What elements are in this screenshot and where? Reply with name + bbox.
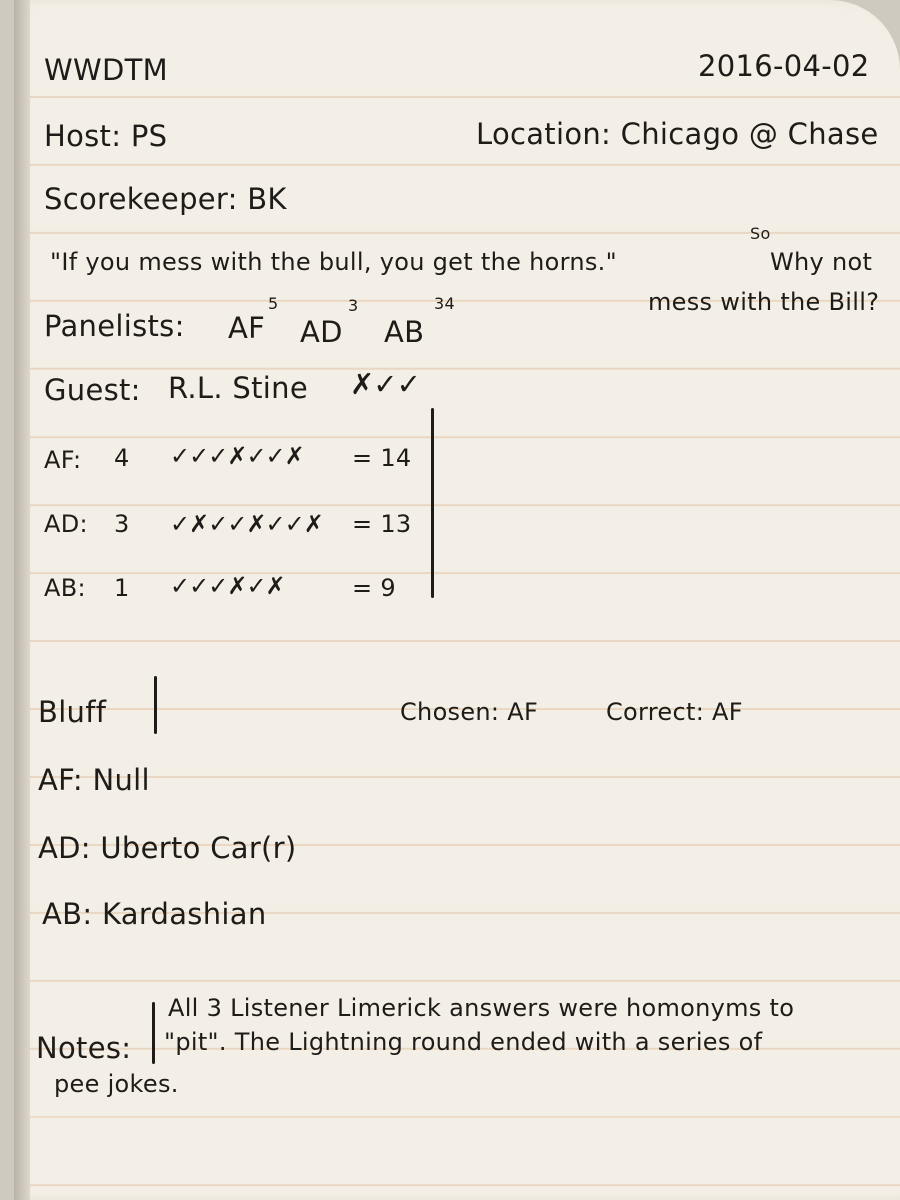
quote-line-2: mess with the Bill?: [648, 288, 880, 316]
episode-date: 2016-04-02: [698, 49, 870, 83]
bluff-entry-label: AB:: [42, 897, 93, 931]
notes-line-3: pee jokes.: [54, 1070, 179, 1098]
guest-marks: ✗✓✓: [350, 367, 420, 401]
scorekeeper-value: BK: [247, 182, 287, 216]
panelists-label: Panelists:: [44, 309, 185, 343]
bluff-entry: [38, 831, 297, 865]
location-label: Location:: [476, 117, 612, 151]
bluff-entry-value: Null: [92, 763, 150, 797]
guest-label: Guest:: [44, 373, 141, 407]
notes-divider-line: [152, 1002, 155, 1064]
quote-insert-mark: So: [750, 224, 771, 243]
score-marks: ✓✗✓✓✗✓✓✗: [170, 510, 323, 538]
bluff-chosen: [400, 700, 538, 724]
score-start: 1: [114, 574, 130, 602]
bluff-entry: [38, 763, 150, 797]
bluff-entry-value: Uberto Car(r): [100, 831, 297, 865]
bluff-correct: [606, 700, 743, 724]
scorekeeper-row: [44, 182, 287, 216]
score-marks: ✓✓✓✗✓✓✗: [170, 442, 304, 470]
bluff-entry-value: Kardashian: [101, 897, 267, 931]
panelist-initials: AD: [300, 315, 343, 349]
bluff-entry-label: AF:: [38, 763, 83, 797]
score-total: = 13: [352, 510, 412, 538]
guest-name: R.L. Stine: [168, 371, 308, 405]
notes-line-1: All 3 Listener Limerick answers were homonyms to: [168, 994, 795, 1022]
quote-line-1-end: Why not: [770, 248, 873, 276]
score-start: 4: [114, 444, 130, 472]
panelist-sup: 34: [434, 294, 455, 313]
host-label: Host:: [44, 119, 122, 153]
score-marks: ✓✓✓✗✓✗: [170, 572, 285, 600]
score-total: = 9: [352, 574, 396, 602]
notes-label: Notes:: [36, 1031, 132, 1065]
host-value: PS: [130, 119, 168, 153]
panelist-sup: 3: [348, 296, 359, 315]
location-value: Chicago @ Chase: [620, 117, 879, 151]
score-label: AF:: [44, 446, 82, 474]
score-divider-line: [431, 408, 434, 598]
score-label: AB:: [44, 574, 86, 602]
bluff-entry-label: AD:: [38, 831, 91, 865]
bluff-chosen-value: AF: [507, 698, 539, 726]
panelist-initials: AB: [384, 315, 425, 349]
score-total: = 14: [352, 444, 412, 472]
scorekeeper-label: Scorekeeper:: [44, 182, 238, 216]
notebook-binding: [14, 0, 30, 1200]
quote-line-1: "If you mess with the bull, you get the horns.": [50, 248, 617, 276]
location-row: [476, 117, 879, 151]
bluff-label: Bluff: [38, 695, 107, 729]
bluff-entry: [42, 897, 267, 931]
score-label: AD:: [44, 510, 88, 538]
score-start: 3: [114, 510, 130, 538]
bluff-chosen-label: Chosen:: [400, 698, 500, 726]
panelist-sup: 5: [268, 294, 279, 313]
bluff-correct-label: Correct:: [606, 698, 705, 726]
notebook-page: [14, 0, 900, 1200]
bluff-divider-line: [154, 676, 157, 734]
notes-line-2: "pit". The Lightning round ended with a series of: [164, 1028, 763, 1056]
panelist-initials: AF: [228, 311, 266, 345]
host-row: [44, 119, 168, 153]
show-title: WWDTM: [44, 53, 168, 87]
bluff-correct-value: AF: [712, 698, 743, 726]
